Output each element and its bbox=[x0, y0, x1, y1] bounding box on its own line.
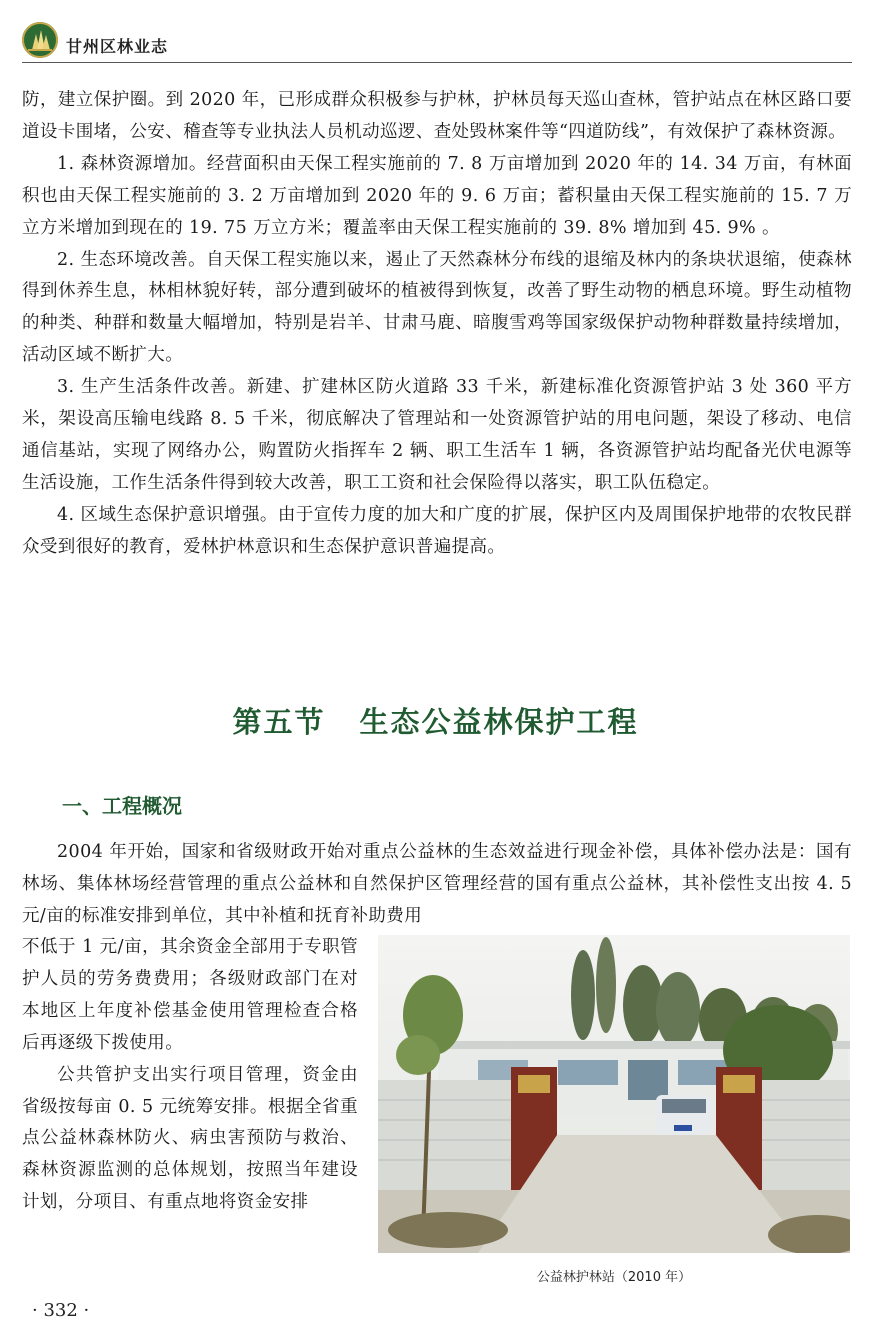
paragraph: 不低于 1 元/亩，其余资金全部用于专职管护人员的劳务费费用；各级财政部门在对本地区上年度补偿基金使用管理检查合格后再逐级下拨使用。 bbox=[22, 937, 358, 1053]
book-title: 甘州区林业志 bbox=[66, 37, 169, 56]
section-number: 第五节 bbox=[232, 705, 326, 739]
page-header bbox=[22, 18, 852, 62]
forest-station-photo bbox=[378, 935, 850, 1253]
forest-tree-logo-icon bbox=[22, 22, 58, 58]
left-column-text bbox=[22, 932, 358, 1219]
paragraph: 2004 年开始，国家和省级财政开始对重点公益林的生态效益进行现金补偿，具体补偿办法是：国有林场、集体林场经营管理的重点公益林和自然保护区管理经营的国有重点公益林，其补偿性支出按 4. 5 元/亩的标准安排到单位，其中补植和抚育补助费用 bbox=[22, 842, 852, 926]
paragraph: 公共管护支出实行项目管理，资金由省级按每亩 0. 5 元统筹安排。根据全省重点公益林森林防火、病虫害预防与救治、森林资源监测的总体规划，按照当年建设计划，分项目、有重点地将资金安排 bbox=[22, 1064, 358, 1213]
section-heading bbox=[0, 700, 871, 741]
body-text-top bbox=[22, 85, 852, 564]
subheading: 一、工程概况 bbox=[62, 794, 182, 818]
body-text-full bbox=[22, 837, 852, 933]
paragraph: 防，建立保护圈。到 2020 年，已形成群众积极参与护林，护林员每天巡山查林，管护站点在林区路口要道设卡围堵，公安、稽查等专业执法人员机动巡逻、查处毁林案件等“四道防线”，有效保护了森林资源。 bbox=[22, 90, 852, 142]
section-title: 生态公益林保护工程 bbox=[359, 705, 639, 739]
photo-caption: 公益林护林站（2010 年） bbox=[536, 1270, 692, 1285]
paragraph: 3. 生产生活条件改善。新建、扩建林区防火道路 33 千米，新建标准化资源管护站 3 处 360 平方米，架设高压输电线路 8. 5 千米，彻底解决了管理站和一处资源管护站的用电问题，架设了移动、电信通信基站，实现了网络办公，购置防火指挥车 2 辆、职工生活车 1 辆，各资源管护站均配备光伏电源等生活设施，工作生活条件得到较大改善，职工工资和社会保险得以落实，职工队伍稳定。 bbox=[22, 377, 852, 493]
page-number: · 332 · bbox=[32, 1300, 90, 1321]
paragraph: 1. 森林资源增加。经营面积由天保工程实施前的 7. 8 万亩增加到 2020 年的 14. 34 万亩，有林面积也由天保工程实施前的 3. 2 万亩增加到 2020 年的 9. 6 万亩；蓄积量由天保工程实施前的 15. 7 万立方米增加到现在的 19. 75 万立方米；覆盖率由天保工程实施前的 39. 8% 增加到 45. 9% 。 bbox=[22, 153, 852, 238]
paragraph: 4. 区域生态保护意识增强。由于宣传力度的加大和广度的扩展，保护区内及周围保护地带的农牧民群众受到很好的教育，爱林护林意识和生态保护意识普遍提高。 bbox=[22, 504, 852, 557]
paragraph: 2. 生态环境改善。自天保工程实施以来，遏止了天然森林分布线的退缩及林内的条块状退缩，使森林得到休养生息，林相林貌好转，部分遭到破坏的植被得到恢复，改善了野生动物的栖息环境。野生动植物的种类、种群和数量大幅增加，特别是岩羊、甘肃马鹿、暗腹雪鸡等国家级保护动物种群数量持续增加，活动区域不断扩大。 bbox=[22, 249, 852, 366]
header-divider bbox=[22, 62, 852, 63]
